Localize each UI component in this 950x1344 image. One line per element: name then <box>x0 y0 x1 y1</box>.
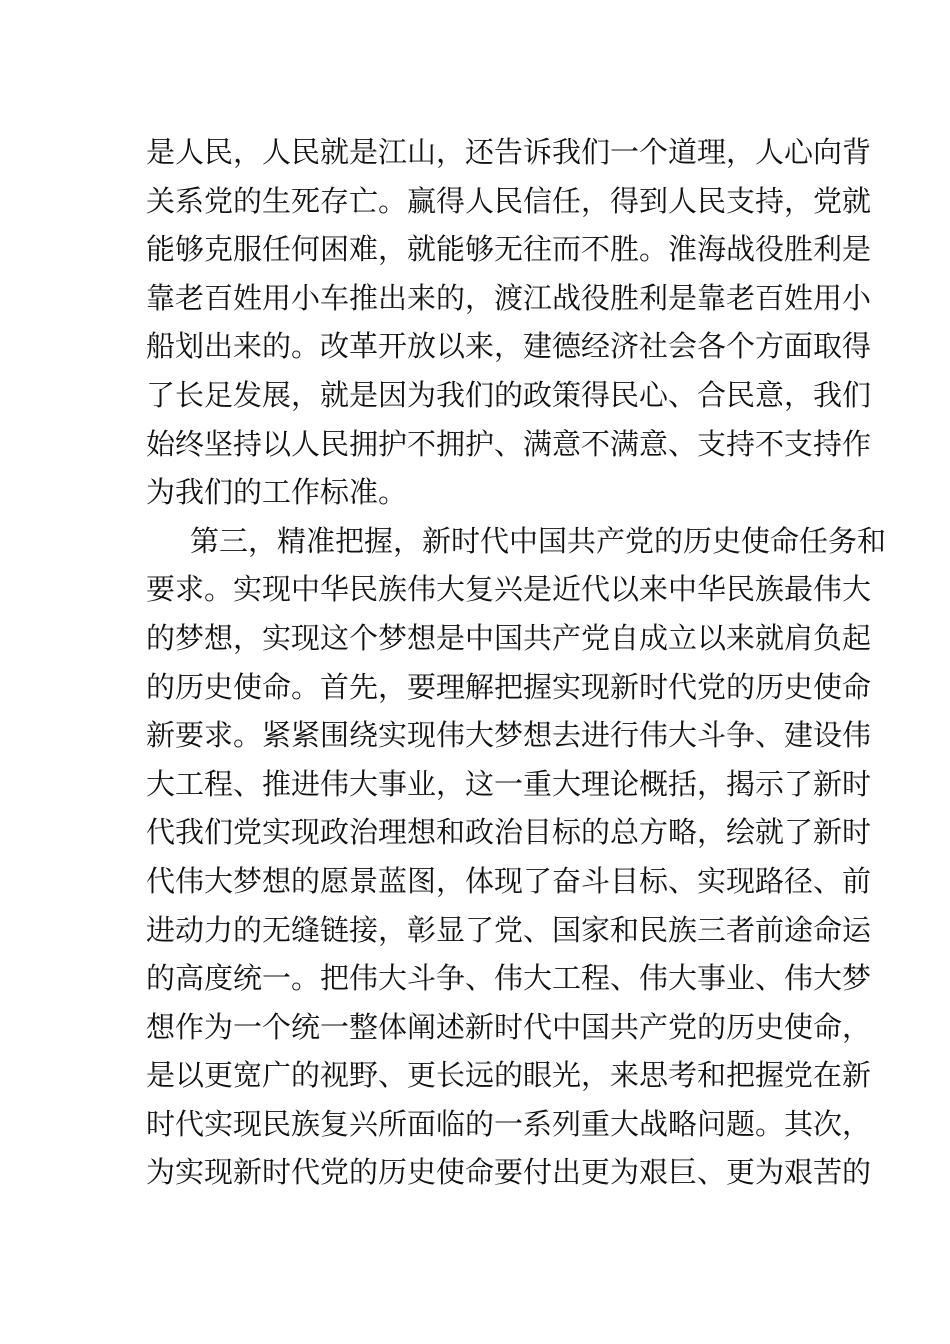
text-line: 了长足发展，就是因为我们的政策得民心、合民意，我们 <box>146 377 872 412</box>
text-line: 代伟大梦想的愿景蓝图，体现了奋斗目标、实现路径、前 <box>146 863 872 898</box>
text-line: 为实现新时代党的历史使命要付出更为艰巨、更为艰苦的 <box>146 1155 872 1190</box>
text-line: 进动力的无缝链接，彰显了党、国家和民族三者前途命运 <box>146 912 872 947</box>
text-line: 的梦想，实现这个梦想是中国共产党自成立以来就肩负起 <box>146 620 872 655</box>
paragraph-end-line: 为我们的工作标准。 <box>146 475 408 510</box>
text-line: 船划出来的。改革开放以来，建德经济社会各个方面取得 <box>146 329 872 364</box>
text-line: 靠老百姓用小车推出来的，渡江战役胜利是靠老百姓用小 <box>146 280 872 315</box>
text-line: 始终坚持以人民拥护不拥护、满意不满意、支持不支持作 <box>146 426 872 461</box>
text-line: 是人民，人民就是江山，还告诉我们一个道理，人心向背 <box>146 135 872 169</box>
text-line: 大工程、推进伟大事业，这一重大理论概括，揭示了新时 <box>146 766 872 801</box>
text-line: 代我们党实现政治理想和政治目标的总方略，绘就了新时 <box>146 815 872 850</box>
text-line: 关系党的生死存亡。赢得人民信任，得到人民支持，党就 <box>146 183 872 218</box>
text-line: 想作为一个统一整体阐述新时代中国共产党的历史使命， <box>146 1009 872 1044</box>
text-line: 的高度统一。把伟大斗争、伟大工程、伟大事业、伟大梦 <box>146 961 872 996</box>
body-text <box>146 128 887 1197</box>
text-line: 新要求。紧紧围绕实现伟大梦想去进行伟大斗争、建设伟 <box>146 718 872 753</box>
text-line: 是以更宽广的视野、更长远的眼光，来思考和把握党在新 <box>146 1058 872 1093</box>
text-line: 的历史使命。首先，要理解把握实现新时代党的历史使命 <box>146 669 872 704</box>
text-line: 能够克服任何困难，就能够无往而不胜。淮海战役胜利是 <box>146 232 872 267</box>
text-line: 时代实现民族复兴所面临的一系列重大战略问题。其次， <box>146 1106 872 1141</box>
paragraph-start-line: 第三，精准把握，新时代中国共产党的历史使命任务和 <box>190 523 887 558</box>
text-line: 要求。实现中华民族伟大复兴是近代以来中华民族最伟大 <box>146 572 872 607</box>
